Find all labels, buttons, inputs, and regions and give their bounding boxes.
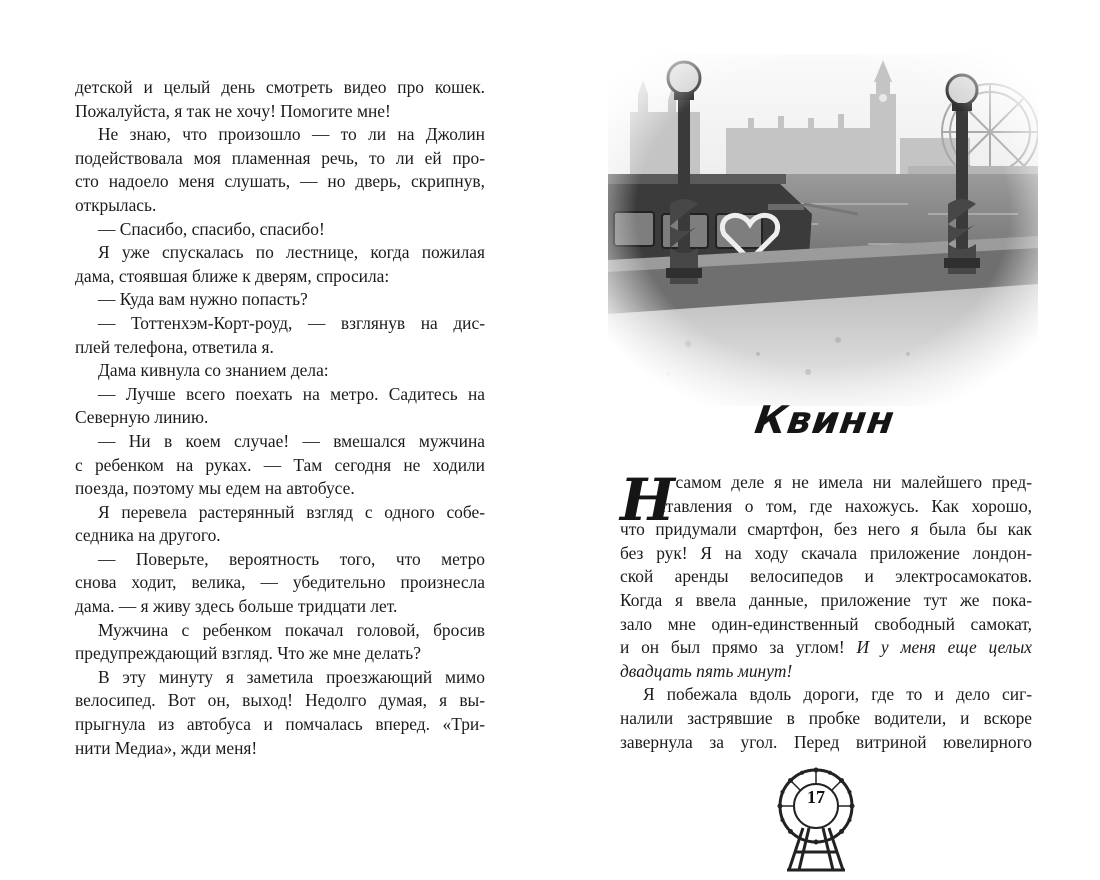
right-page (550, 0, 1100, 880)
text-line: — Тоттенхэм-Корт-роуд, — взглянув на дис- (98, 312, 485, 333)
text-line: Не знаю, что произошло — то ли на Джолин (98, 124, 485, 145)
text-line: открылась. (75, 194, 157, 215)
text-line: — Куда вам нужно попасть? (98, 289, 308, 310)
text-line: а самом деле я не имела ни малейшего пред- (658, 472, 1032, 492)
chapter-title: Квинн (752, 398, 898, 442)
text-line: дама. — я живу здесь больше тридцати лет. (75, 596, 398, 617)
text-line: дама, стоявшая ближе к дверям, спросила: (75, 265, 390, 286)
text-line: Когда я ввела данные, приложение тут же пока- (620, 589, 1032, 610)
text-line: с ребенком на руках. — Там сегодня не ходили (75, 454, 485, 475)
drop-cap: Н (620, 466, 675, 534)
text-line: подействовала моя пламенная речь, то ли ей про- (75, 147, 485, 168)
text-line: Дама кивнула со знанием дела: (98, 360, 329, 381)
text-line: — Ни в коем случае! — вмешался мужчина (98, 430, 485, 451)
london-embankment-illustration (608, 54, 1038, 406)
text-line: Я побежала вдоль дороги, где то и дело сиг- (643, 684, 1032, 705)
text-line: В эту минуту я заметила проезжающий мимо (98, 666, 485, 687)
text-line: Пожалуйста, я так не хочу! Помогите мне! (75, 100, 391, 121)
ferris-wheel-page-ornament (773, 766, 859, 872)
text-line: Я уже спускалась по лестнице, когда пожилая (98, 242, 485, 263)
text-line: поезда, поэтому мы едем на автобусе. (75, 478, 355, 499)
text-line: завернула за угол. Перед витриной ювелирного (620, 731, 1032, 752)
text-segment: и он был прямо за углом! (620, 637, 857, 658)
text-line: снова ходит, велика, — убедительно произнесла (75, 572, 485, 593)
text-line: ставления о том, где нахожусь. Как хорошо, (658, 495, 1032, 516)
text-line: что придумали смартфон, без него я была бы как (620, 519, 1032, 540)
right-text-column (620, 466, 1032, 754)
text-line: двадцать пять минут! (620, 660, 793, 681)
text-line: седника на другого. (75, 525, 221, 546)
text-line: — Спасибо, спасибо, спасибо! (98, 218, 325, 239)
text-line: нити Медиа», жди меня! (75, 737, 258, 758)
left-text-column (75, 76, 485, 760)
text-line (620, 636, 1032, 660)
italic-segment: И у меня еще целых (856, 637, 1032, 658)
text-line: прыгнула из автобуса и помчалась вперед. «Три- (75, 714, 485, 735)
text-line: детской и целый день смотреть видео про кошек. (75, 77, 485, 97)
text-line: зало мне один-единственный свободный самокат, (620, 613, 1032, 634)
text-line: сто надоело меня слушать, — но дверь, скрипнув, (75, 171, 485, 192)
text-line: Я перевела растерянный взгляд с одного собе- (98, 501, 485, 522)
text-line: велосипед. Вот он, выход! Недолго думая, я вы- (75, 690, 485, 711)
text-line: Северную линию. (75, 407, 209, 428)
text-line: — Поверьте, вероятность того, что метро (98, 548, 485, 569)
text-line: ской аренды велосипедов и электросамокатов. (620, 566, 1032, 587)
text-line: без рук! Я на ходу скачала приложение лондон- (620, 542, 1032, 563)
text-line: налили застрявшие в пробке водители, и вскоре (620, 707, 1032, 728)
page-number: 17 (807, 787, 825, 807)
text-line: предупреждающий взгляд. Что же мне делать? (75, 643, 421, 664)
text-line: Мужчина с ребенком покачал головой, бросив (98, 619, 485, 640)
text-line: — Лучше всего поехать на метро. Садитесь на (98, 383, 485, 404)
text-line: плей телефона, ответила я. (75, 336, 274, 357)
